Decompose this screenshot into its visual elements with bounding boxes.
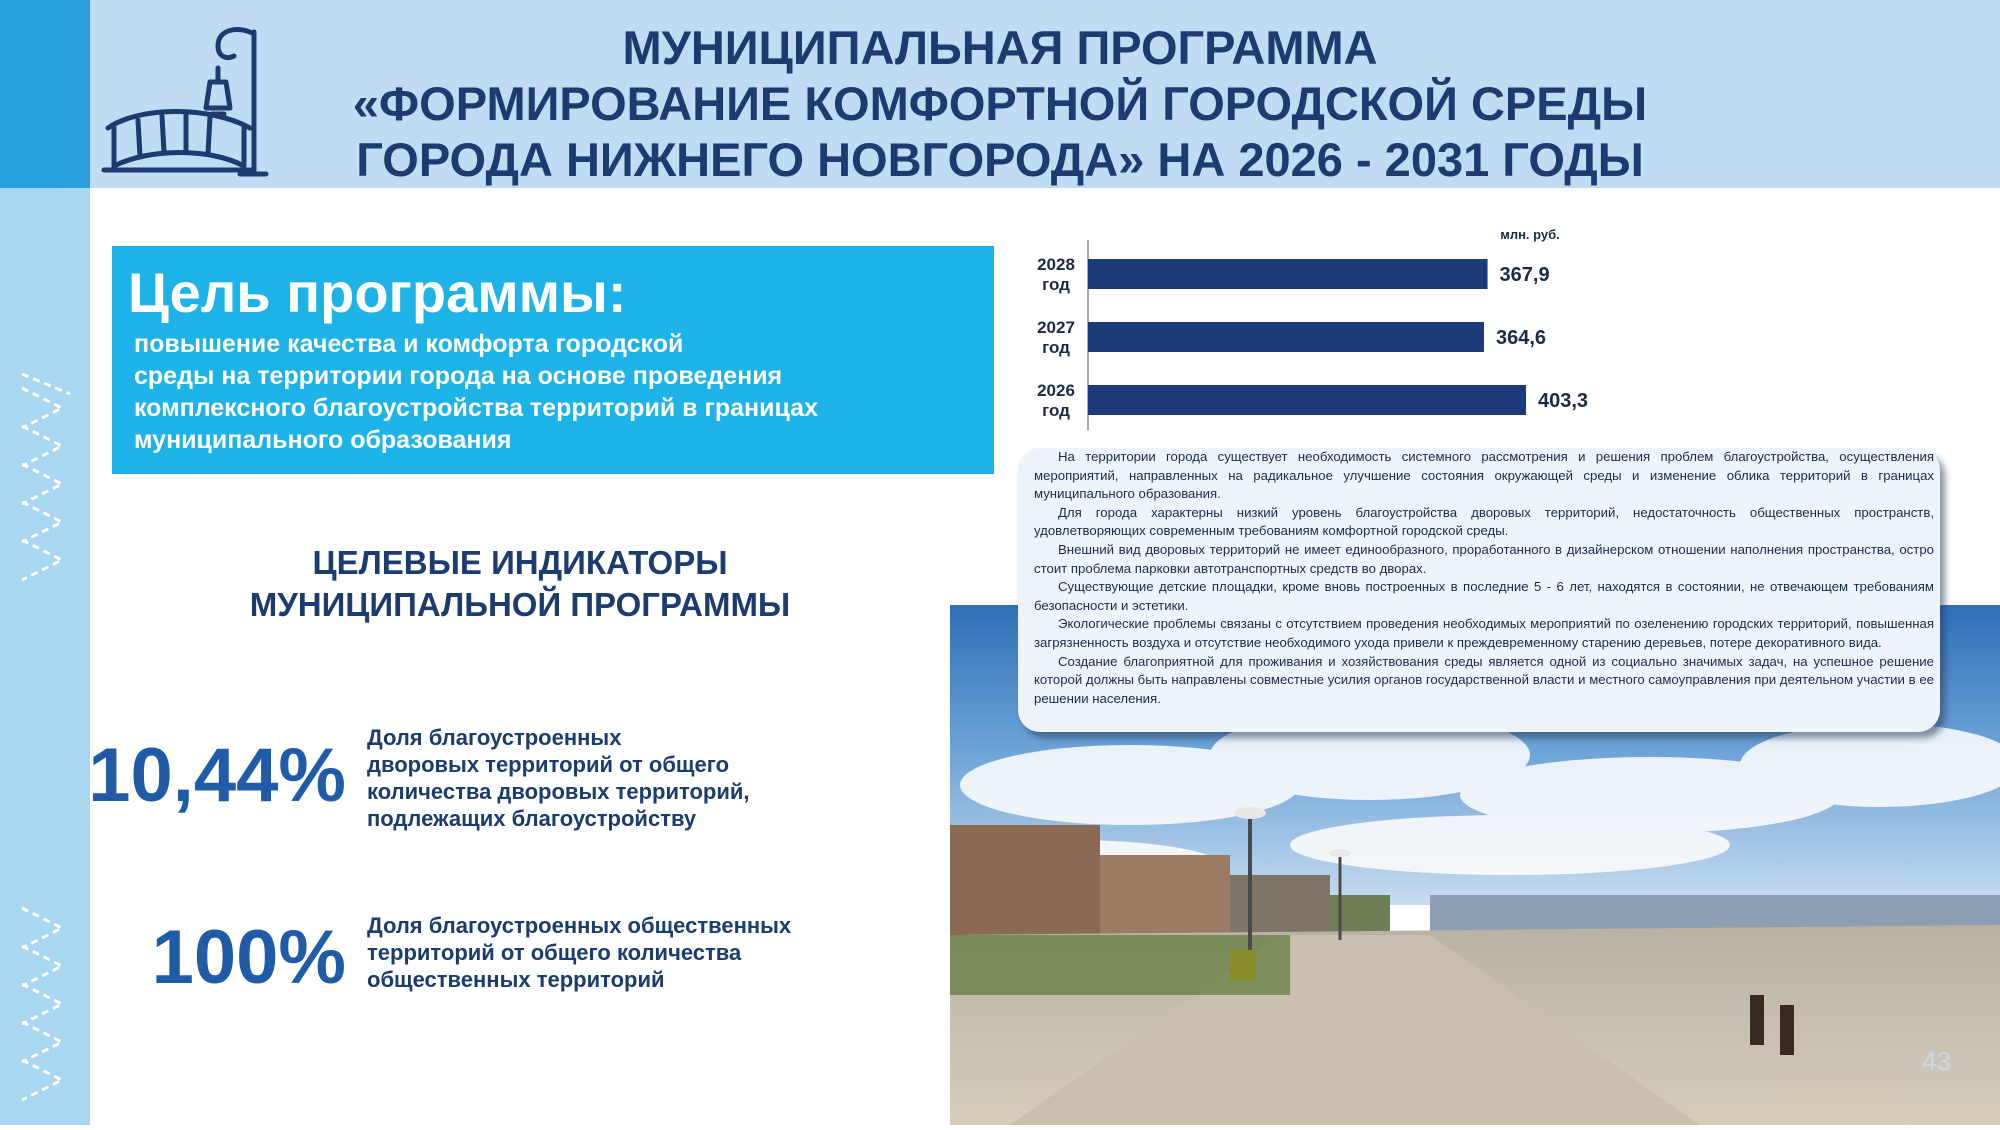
title-line: МУНИЦИПАЛЬНАЯ ПРОГРАММА [622,21,1378,74]
chart-bar [1088,322,1484,352]
chart-category-label: 2026 [1037,381,1075,400]
title-line: ГОРОДА НИЖНЕГО НОВГОРОДА» НА 2026 - 2031 ГОДЫ [356,133,1644,186]
indicator-description-line: количества дворовых территорий, [367,779,750,804]
indicator-description-line: Доля благоустроенных [367,725,622,750]
chart-category-label: год [1042,338,1070,357]
chart-category-label: год [1042,401,1070,420]
indicator-description-line: Доля благоустроенных общественных [367,913,792,938]
chart-value-label: 367,9 [1499,264,1550,286]
indicators-heading [200,542,840,626]
indicator-description-line: дворовых территорий от общего [367,752,730,777]
lamp-and-bench-icon [100,24,270,189]
card-paragraph: Создание благоприятной для проживания и хозяйствования среды является одной из социально значимых задач, на успешное решение которой должны быть направлены совместные усилия органов государственной власти и местного самоуправления при деятельном участии в ее решении населения. [1034,653,1934,706]
goal-text [134,328,984,456]
chart-category-label: 2028 [1037,255,1075,274]
indicator-description-line: подлежащих благоустройству [367,806,697,831]
chart-category-label: 2027 [1037,318,1075,337]
indicator-description-line: территорий от общего количества [367,940,742,965]
chart-value-label: 364,6 [1495,327,1547,349]
header-accent-stripe [0,0,90,188]
card-paragraph: Внешний вид дворовых территорий не имеет единообразного, проработанного в дизайнерском отношении наполнения пространства, остро стоит проблема парковки автотранспортных средств во дворах. [1034,541,1934,576]
indicator-description [367,724,750,832]
chart-value-label: 403,3 [1538,390,1589,412]
goal-text-line: повышение качества и комфорта городской [134,330,684,358]
card-paragraph: На территории города существует необходимость системного рассмотрения и решения проблем благоустройства, осуществления мероприятий, направленных на радикальное улучшение состояния окружающей среды и изменение облика территорий в границах муниципального образования. [1034,449,1934,502]
goal-title: Цель программы: [128,261,627,324]
indicators-heading-line: ЦЕЛЕВЫЕ ИНДИКАТОРЫ [312,544,728,581]
indicator-description-line: общественных территорий [367,967,665,992]
card-paragraph: Для города характерны низкий уровень благоустройства дворовых территорий, недостаточность общественных пространств, удовлетворяющих современным требованиям комфортной городской среды. [1034,504,1934,539]
problem-description-text [1034,448,1934,728]
page-number: 43 [1922,1046,1951,1076]
chart-bar [1088,259,1488,289]
goal-text-line: среды на территории города на основе проведения [134,362,783,390]
title-line: «ФОРМИРОВАНИЕ КОМФОРТНОЙ ГОРОДСКОЙ СРЕДЫ [352,77,1648,130]
goal-text-line: комплексного благоустройства территорий в границах [134,394,818,422]
problem-description-card [1018,448,1940,732]
chart-category-label: год [1042,275,1070,294]
budget-bar-chart [990,222,1630,432]
page-title [250,20,1750,188]
goal-text-line: муниципального образования [134,426,512,454]
indicators-heading-line: МУНИЦИПАЛЬНОЙ ПРОГРАММЫ [249,586,791,623]
indicator-description [367,912,791,993]
chart-unit-label: млн. руб. [1500,227,1560,242]
card-paragraph: Существующие детские площадки, кроме вновь построенных в последние 5 - 6 лет, находятся в состоянии, не отвечающем требованиям безопасности и эстетики. [1034,579,1934,613]
indicator-value: 10,44% [88,733,346,818]
indicator-value: 100% [151,915,346,1000]
card-paragraph: Экологические проблемы связаны с отсутствием проведения необходимых мероприятий по озеленению городских территорий, повышенная загрязненность воздуха и отсутствие необходимого ухода привели к преждевременному старению деревьев, потере декоративного вида. [1034,616,1934,650]
chart-bar [1088,385,1526,415]
